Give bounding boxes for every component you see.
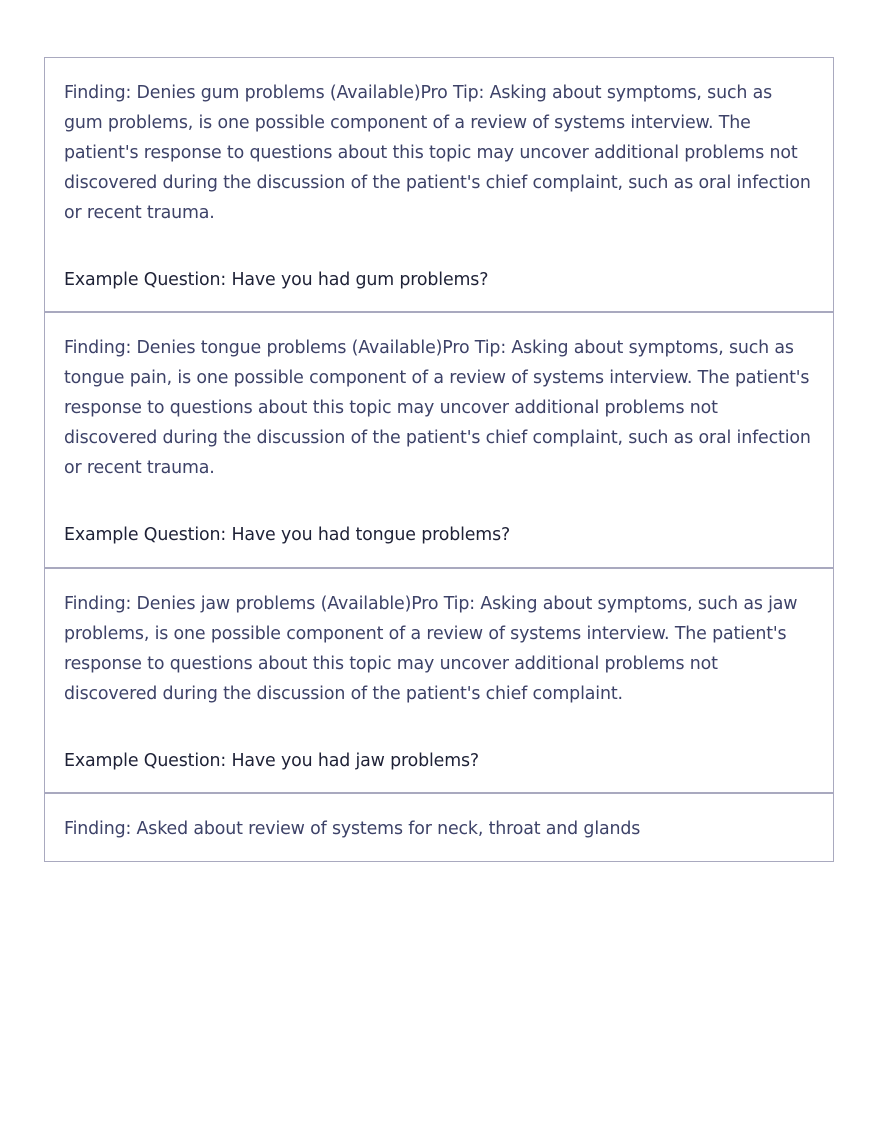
example-question: Example Question: Have you had jaw problems? bbox=[64, 751, 480, 771]
finding-card-jaw-problems bbox=[45, 569, 833, 794]
finding-text: Finding: Denies jaw problems (Available)Pro Tip: Asking about symptoms, such as jaw problems, is one possible component of a review of systems interview. The patient's response to questions about this topic may uncover additional problems not discovered during the discussion of the patient's chief complaint. bbox=[64, 594, 798, 704]
finding-card-tongue-problems bbox=[45, 313, 833, 569]
finding-card-neck-throat-glands bbox=[45, 794, 833, 861]
finding-text: Finding: Denies tongue problems (Available)Pro Tip: Asking about symptoms, such as tongue pain, is one possible component of a review of systems interview. The patient's response to questions about this topic may uncover additional problems not discovered during the discussion of the patient's chief complaint, such as oral infection or recent trauma. bbox=[64, 338, 811, 478]
finding-text: Finding: Asked about review of systems for neck, throat and glands bbox=[64, 819, 641, 839]
example-question: Example Question: Have you had tongue problems? bbox=[64, 525, 511, 545]
example-question: Example Question: Have you had gum problems? bbox=[64, 270, 489, 290]
findings-table bbox=[44, 57, 834, 862]
finding-card-gum-problems bbox=[45, 58, 833, 313]
finding-text: Finding: Denies gum problems (Available)Pro Tip: Asking about symptoms, such as gum problems, is one possible component of a review of systems interview. The patient's response to questions about this topic may uncover additional problems not discovered during the discussion of the patient's chief complaint, such as oral infection or recent trauma. bbox=[64, 83, 811, 223]
